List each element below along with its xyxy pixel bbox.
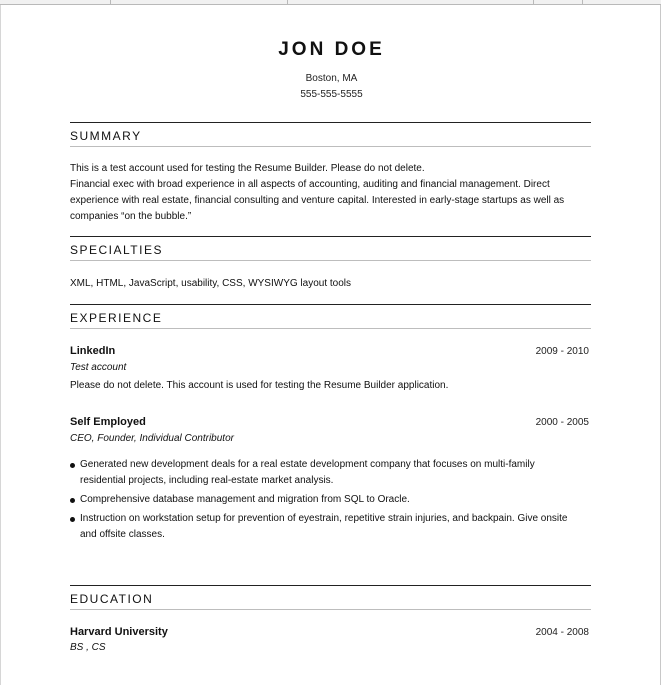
job-dates: 2009 - 2010 (535, 346, 589, 357)
resume-page (0, 5, 661, 685)
experience-heading: EXPERIENCE (70, 311, 163, 325)
summary-line: companies “on the bubble.” (70, 211, 192, 222)
bullet-line: Generated new development deals for a real estate development company that focuses on multi-family (80, 459, 535, 470)
section-rule (70, 122, 591, 123)
job-role: CEO, Founder, Individual Contributor (70, 433, 234, 444)
section-underline (70, 260, 591, 261)
specialties-heading: SPECIALTIES (70, 243, 163, 257)
bullet-icon (70, 517, 75, 522)
summary-line: experience with real estate, financial consulting and venture capital. Interested in early-stage startups as well as (70, 195, 565, 206)
resume-phone: 555-555-5555 (300, 89, 363, 100)
job-role: Test account (70, 362, 127, 373)
bullet-icon (70, 463, 75, 468)
job-company: Self Employed (70, 416, 146, 428)
school-degree: BS , CS (70, 642, 106, 653)
summary-heading: SUMMARY (70, 129, 142, 143)
job-bullet (70, 457, 591, 489)
job-description: Please do not delete. This account is used for testing the Resume Builder application. (70, 380, 449, 391)
section-underline (70, 328, 591, 329)
school-dates: 2004 - 2008 (535, 627, 589, 638)
job-bullet (70, 492, 591, 508)
section-rule (70, 585, 591, 586)
job-company: LinkedIn (70, 345, 116, 357)
bullet-line: Instruction on workstation setup for prevention of eyestrain, repetitive strain injuries, and backpain. Give onsite (80, 513, 568, 524)
bullet-icon (70, 498, 75, 503)
school-name: Harvard University (70, 626, 168, 638)
section-rule (70, 304, 591, 305)
resume-location: Boston, MA (305, 73, 358, 84)
resume-name: JON DOE (278, 39, 385, 60)
section-rule (70, 236, 591, 237)
section-underline (70, 609, 591, 610)
section-underline (70, 146, 591, 147)
education-heading: EDUCATION (70, 592, 154, 606)
summary-line: This is a test account used for testing the Resume Builder. Please do not delete. (70, 163, 425, 174)
bullet-line: residential projects, including real-estate market analysis. (80, 475, 334, 486)
bullet-line: and offsite classes. (80, 529, 165, 540)
summary-text (70, 161, 591, 225)
job-dates: 2000 - 2005 (535, 417, 589, 428)
job-bullet (70, 511, 591, 543)
bullet-line: Comprehensive database management and migration from SQL to Oracle. (80, 494, 410, 505)
summary-line: Financial exec with broad experience in all aspects of accounting, auditing and financial management. Direct (70, 179, 550, 190)
specialties-text: XML, HTML, JavaScript, usability, CSS, WYSIWYG layout tools (70, 278, 352, 289)
